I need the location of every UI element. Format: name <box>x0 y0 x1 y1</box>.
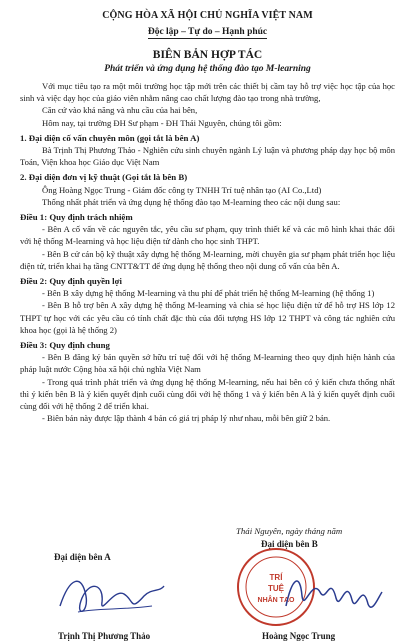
party-a-signature-label: Đại diện bên A <box>54 552 111 562</box>
national-header: CỘNG HÒA XÃ HỘI CHỦ NGHĨA VIỆT NAM <box>102 10 313 21</box>
party-a-name: Trịnh Thị Phương Thảo <box>58 631 151 641</box>
seal-text: TRÍ <box>269 573 283 582</box>
document-subtitle: Phát triển và ứng dụng hệ thống đào tạo M-learning <box>104 64 311 74</box>
article-2-heading: Điều 2: Quy định quyền lợi <box>20 276 122 287</box>
national-motto: Độc lập – Tự do – Hạnh phúc <box>147 27 268 37</box>
party-b-heading: 2. Đại diện đơn vị kỹ thuật (Gọi tắt là bên B) <box>20 172 188 183</box>
party-b-name: Hoàng Ngọc Trung <box>262 631 336 641</box>
party-b-signature-icon <box>276 558 386 624</box>
article-3-heading: Điều 3: Quy định chung <box>20 340 110 351</box>
date-line: Thái Nguyên, ngày tháng năm <box>236 526 343 536</box>
article-paragraph: - Bên B cử cán bộ kỹ thuật xây dựng hệ thống M-learning, mời chuyên gia sư phạm phát triển học liệu điện tử, triển khai hạ tầng CNTT&TT để ứng dụng hệ thống theo nội dung cố vấn của bên A. <box>20 248 395 271</box>
article-paragraph: - Trong quá trình phát triển và ứng dụng hệ thống M-learning, nếu hai bên có ý kiến chưa thống nhất thì ý kiến bên B là ý kiến quyết định cuối cùng đối với hệ thống 1 và ý kiến bên A là ý kiến quyết định cuối cùng đối với hệ thống 2 để triển khai. <box>20 376 395 412</box>
article-paragraph: - Biên bản này được lập thành 4 bản có giá trị pháp lý như nhau, mỗi bên giữ 2 bản. <box>42 413 331 424</box>
party-a-heading: 1. Đại diện cố vấn chuyên môn (gọi tắt là bên A) <box>20 132 200 143</box>
article-paragraph: - Bên B đăng ký bản quyền sở hữu trí tuệ đối với hệ thống M-learning theo quy định hiện hành của pháp luật nước Cộng hòa xã hội chủ nghĩa Việt Nam <box>20 352 395 375</box>
document-title: BIÊN BẢN HỢP TÁC <box>152 49 263 61</box>
intro-paragraph: Căn cứ vào khả năng và nhu cầu của hai bên, <box>42 105 198 116</box>
signature-block <box>0 522 415 641</box>
party-b-text: Ông Hoàng Ngọc Trung - Giám đốc công ty TNHH Trí tuệ nhân tạo (AI Co.,Ltd) <box>42 184 322 195</box>
article-paragraph: - Bên B hỗ trợ bên A xây dựng hệ thống M-learning và chia sẻ học liệu điện tử để hỗ trợ HS lớp 12 THPT tự học với các yêu cầu có tính chất đặc thù của đối tượng HS lớp 12 THPT và công tác nghiên cứu khoa học (gọi là hệ thống 2) <box>20 300 395 335</box>
party-b-signature-label: Đại diện bên B <box>261 539 318 549</box>
seal-text: TUỆ <box>268 584 284 593</box>
party-a-signature-icon <box>52 566 172 628</box>
article-1-heading: Điều 1: Quy định trách nhiệm <box>20 212 133 223</box>
intro-paragraph: Hôm nay, tại trường ĐH Sư phạm - ĐH Thái Nguyên, chúng tôi gồm: <box>42 117 282 128</box>
seal-text: NHÂN TẠO <box>257 597 295 604</box>
agreement-intro: Thống nhất phát triển và ứng dụng hệ thống đào tạo M-learning theo các nội dung sau: <box>42 196 341 207</box>
article-paragraph: - Bên A cố vấn về các nguyên tắc, yêu cầu sư phạm, quy trình thiết kế và các mô hình khai thác đối với hệ thống M-learning và học liệu điện tử dành cho học sinh THPT. <box>20 224 395 247</box>
party-a-text: Bà Trịnh Thị Phương Thảo - Nghiên cứu sinh chuyên ngành Lý luận và phương pháp dạy học bộ môn Toán, Viện khoa học Giáo dục Việt Nam <box>20 145 395 168</box>
intro-paragraph: Với mục tiêu tạo ra một môi trường học tập mới trên các thiết bị cầm tay hỗ trợ việc học tập của học sinh và việc dạy học của giáo viên nhằm nâng cao chất lượng đào tạo trong nhà trường, <box>20 81 395 104</box>
article-paragraph: - Bên B xây dựng hệ thống M-learning và thu phí để phát triển hệ thống M-learning (hệ thống 1) <box>42 288 375 299</box>
